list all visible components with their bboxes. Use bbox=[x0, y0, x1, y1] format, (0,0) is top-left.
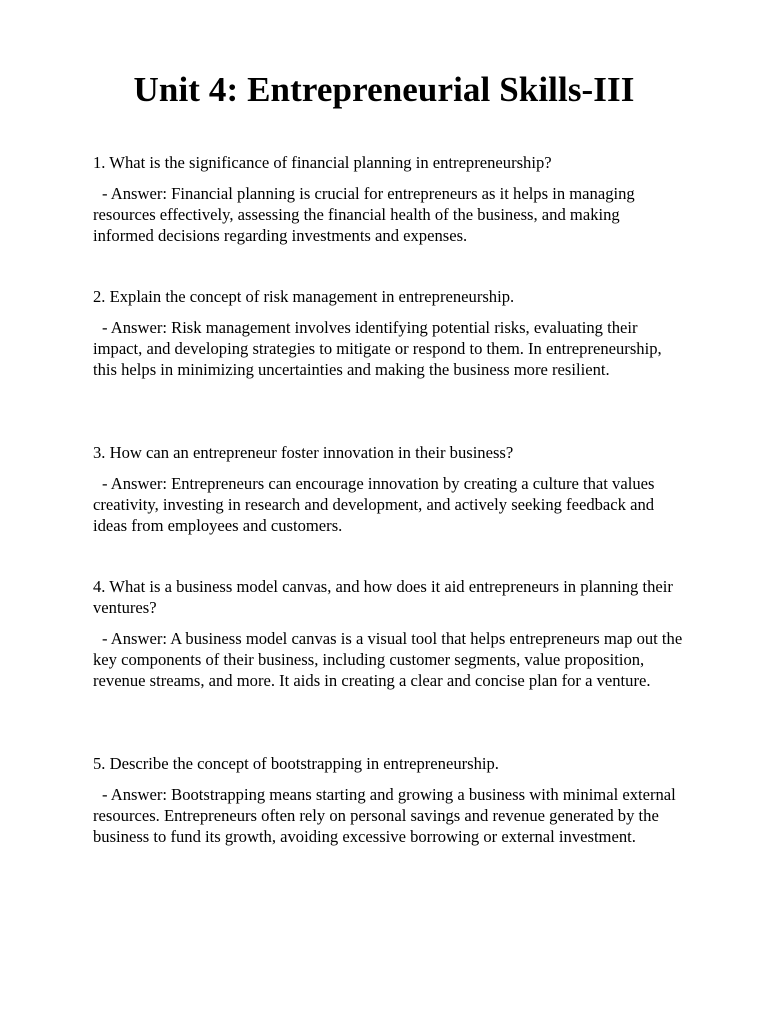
answer-1: - Answer: Financial planning is crucial for entrepreneurs as it helps in managing resources effectively, assessing the financial health of the business, and making informed decisions regarding investments and expenses. bbox=[93, 184, 635, 245]
qa-item-4 bbox=[93, 576, 683, 691]
document-title: Unit 4: Entrepreneurial Skills-III bbox=[133, 70, 635, 109]
qa-item-2 bbox=[93, 286, 683, 380]
question-2: 2. Explain the concept of risk management in entrepreneurship. bbox=[93, 287, 515, 306]
answer-5: - Answer: Bootstrapping means starting and growing a business with minimal external resources. Entrepreneurs often rely on personal savings and revenue generated by the business to fund its growth, avoiding excessive borrowing or external investment. bbox=[93, 785, 676, 846]
question-4: 4. What is a business model canvas, and how does it aid entrepreneurs in planning their ventures? bbox=[93, 577, 673, 617]
qa-item-5 bbox=[93, 753, 683, 847]
question-5: 5. Describe the concept of bootstrapping in entrepreneurship. bbox=[93, 754, 499, 773]
answer-4: - Answer: A business model canvas is a visual tool that helps entrepreneurs map out the key components of their business, including customer segments, value proposition, revenue streams, and more. It aids in creating a clear and concise plan for a venture. bbox=[93, 629, 683, 690]
qa-item-1 bbox=[93, 152, 683, 246]
answer-2: - Answer: Risk management involves identifying potential risks, evaluating their impact, and developing strategies to mitigate or respond to them. In entrepreneurship, this helps in minimizing uncertainties and making the business more resilient. bbox=[93, 318, 662, 379]
qa-item-3 bbox=[93, 442, 683, 536]
question-1: 1. What is the significance of financial planning in entrepreneurship? bbox=[93, 153, 552, 172]
question-3: 3. How can an entrepreneur foster innovation in their business? bbox=[93, 443, 514, 462]
answer-3: - Answer: Entrepreneurs can encourage innovation by creating a culture that values creativity, investing in research and development, and actively seeking feedback and ideas from employees and customers. bbox=[93, 474, 655, 535]
